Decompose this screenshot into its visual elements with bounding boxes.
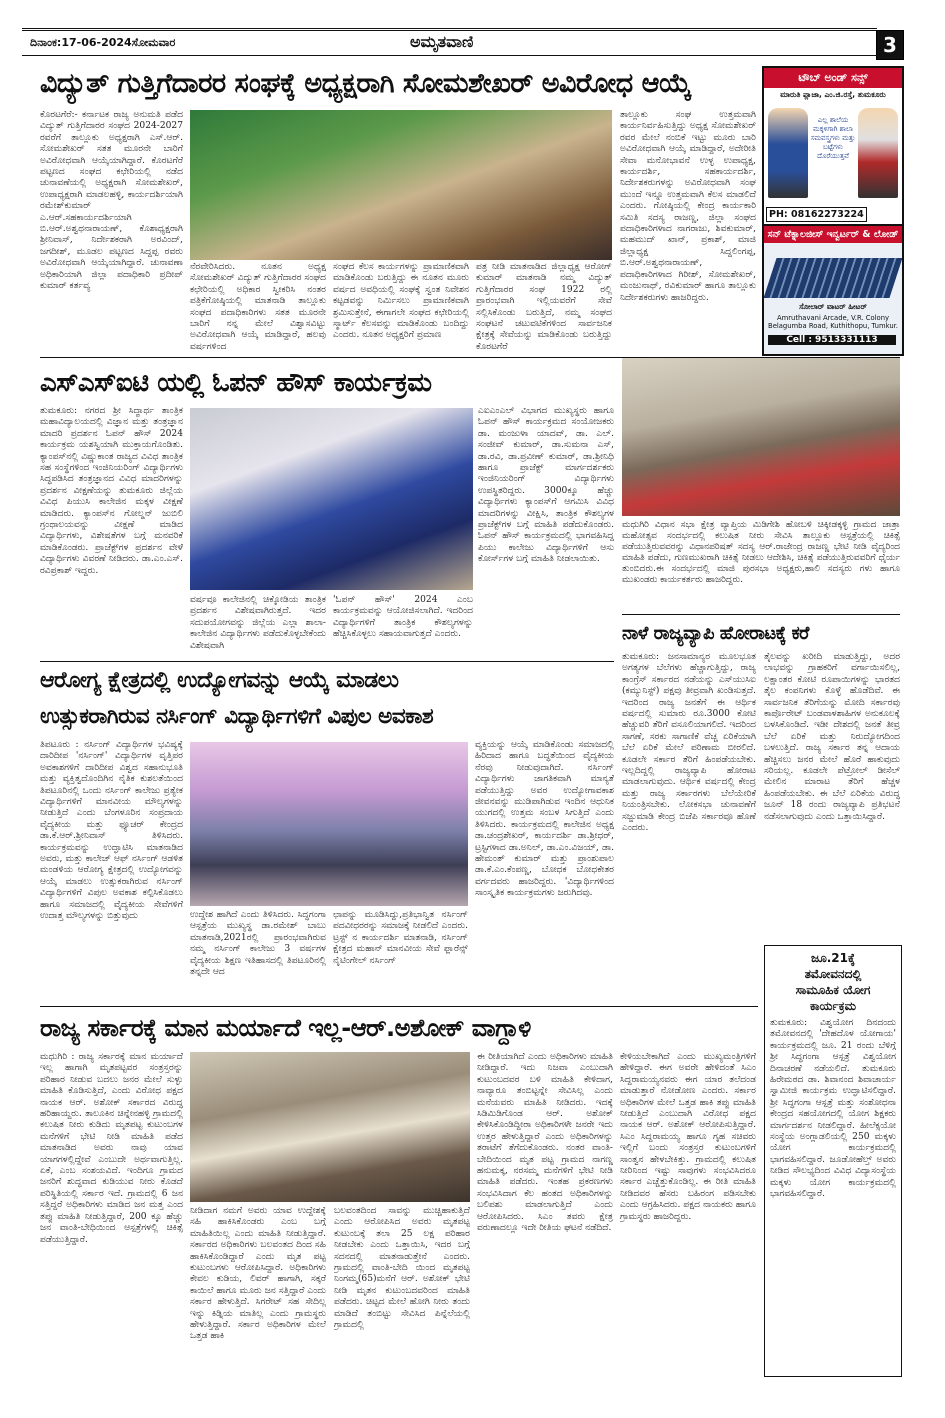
story2-col1: ತುಮಕೂರು: ನಗರದ ಶ್ರೀ ಸಿದ್ಧಾರ್ಥ ತಾಂತ್ರಿಕ ಮಹಾವಿದ್ಯಾಲಯದಲ್ಲಿ ವಿಜ್ಞಾನ ಮತ್ತು ತಂತ್ರಜ್ಞಾನ ಮಾದರಿ ಪ್ರದರ್ಶನ ಓಪನ್ ಹೌಸ್ 2024 ಕಾರ್ಯಕ್ರಮ ಯಶಸ್ವಿಯಾಗಿ ಮುಕ್ತಾಯಗೊಂಡಿತು. ಕ್ಯಾಂಪಸ್‌ನಲ್ಲಿ ವಿಷ್ಣುಕಾಂತ ರಾಜ್ಯದ ವಿವಿಧ ತಾಂತ್ರಿಕ ಸಹ ಸಂಸ್ಥೆಗಳಿಂದ ಇಂಜಿನಿಯರಿಂಗ್ ವಿದ್ಯಾರ್ಥಿಗಳು ಸಿದ್ಧಪಡಿಸಿದ ತಂತ್ರಜ್ಞಾನದ ವಿವಿಧ ಮಾದರಿಗಳನ್ನು ಪ್ರದರ್ಶನ ವೀಕ್ಷಣೆಯನ್ನು ತುಮಕೂರು ಜಿಲ್ಲೆಯ ವಿವಿಧ ಪಿಯುಸಿ ಕಾಲೇಜಿನ ಮಕ್ಕಳ ವೀಕ್ಷಣೆ ಮಾಡಿದರು. ಕ್ಯಾಂಪಸ್‌ನ ಗೋಲ್ಡನ್ ಜುಬಿಲಿ ಗ್ರಂಥಾಲಯವನ್ನು ವೀಕ್ಷಣೆ ಮಾಡಿದ ವಿದ್ಯಾರ್ಥಿಗಳು, ವಿಶೇಷತೆಗಳ ಬಗ್ಗೆ ಮನವರಿಕೆ ಮಾಡಿಕೊಂಡರು. ಪ್ರಾಜೆಕ್ಟ್‌ಗಳ ಪ್ರದರ್ಶನ ವೇಳೆ ವಿದ್ಯಾರ್ಥಿಗಳು ವಿವರಣೆ ನೀಡಿದರು. ಡಾ.ಎಂ.ಎಸ್. ರವಿಪ್ರಕಾಶ್ ಇದ್ದರು.	[40, 406, 183, 576]
story1-col5: ತಾಲ್ಲೂಕು ಸಂಘ ಉತ್ತಮವಾಗಿ ಕಾರ್ಯನಿರ್ವಹಿಸುತ್ತಿದ್ದು ಅಧ್ಯಕ್ಷ ಸೋಮಶೇಖರ್ ರವರ ಮೇಲೆ ನಂಬಿಕೆ ಇಟ್ಟು ಮೂರು ಬಾರಿ ಅವಿರೋಧವಾಗಿ ಆಯ್ಕೆ ಮಾಡಿದ್ದಾರೆ, ಅದೇರೀತಿ ಸೇವಾ ಮನೋಭಾವನೆ ಉಳ್ಳ ಉಪಾಧ್ಯಕ್ಷ, ಕಾರ್ಯದರ್ಶಿ, ಸಹಕಾರ್ಯದರ್ಶಿ, ನಿರ್ದೇಶಕರುಗಳನ್ನು ಅವಿರೋಧವಾಗಿ ಸಂಘ ಮುಂದೆ ಇನ್ನೂ ಉತ್ತಮವಾಗಿ ಕೆಲಸ ಮಾಡಲಿದೆ ಎಂದರು. ಗೋಷ್ಠಿಯಲ್ಲಿ ಕೇಂದ್ರ ಕಾರ್ಯಕಾರಿ ಸಮಿತಿ ಸದಸ್ಯ ರಾಜಣ್ಣ, ಜಿಲ್ಲಾ ಸಂಘದ ಪದಾಧಿಕಾರಿಗಳಾದ ನಾಗರಾಜು, ಶಿವಕುಮಾರ್, ಮಹಮುದ್ ಖಾನ್, ಪ್ರಕಾಶ್, ಮಾಜಿ ಜಿಲ್ಲಾಧ್ಯಕ್ಷ ಸಿದ್ದಲಿಂಗಪ್ಪ, ಬಿ.ಆರ್.ಅಶ್ವಥನಾರಾಯಣ್, ಪದಾಧಿಕಾರಿಗಳಾದ ಗಿರೀಶ್, ಸೋಮಶೇಖರ್, ಮಂಜುನಾಥ್, ರವಿಕುಮಾರ್ ಹಾಗೂ ತಾಲ್ಲೂಕು ನಿರ್ದೇಶಕರುಗಳು ಹಾಜರಿದ್ದರು.	[620, 110, 756, 303]
story4-col4: ವ್ಯಕ್ತಿಯನ್ನು ಆಯ್ಕೆ ಮಾಡಿಕೊಂಡು ಸಮಾಜದಲ್ಲಿ ಹಿರಿದಾದ ಹಾಗೂ ಬದ್ಧತೆಯಿಂದ ವೈದ್ಯಕೀಯ ನೆರವು ನೀಡುವುದಾಗಿದೆ. ನರ್ಸಿಂಗ್ ವಿದ್ಯಾರ್ಥಿಗಳು ಜಾಗತಿಕವಾಗಿ ಮಾನ್ಯತೆ ಪಡೆಯುತ್ತಿದ್ದು ಅವರ ಉದ್ಯೋಗಾವಕಾಶ ಜೀವನವನ್ನು ಮುಡಿಪಾಗಿಡುವ ಇಂದಿನ ಆಧುನಿಕ ಯುಗದಲ್ಲಿ ಉತ್ತಮ ಸಂಬಳ ಸಿಗುತ್ತಿದೆ ಎಂದು ತಿಳಿಸಿದರು. ಕಾರ್ಯಕ್ರಮದಲ್ಲಿ ಕಾಲೇಜಿನ ಅಧ್ಯಕ್ಷ ಡಾ.ಚಂದ್ರಶೇಖರ್, ಕಾರ್ಯದರ್ಶಿ ಡಾ.ಶ್ರೀಧರ್, ಟ್ರಸ್ಟಿಗಳಾದ ಡಾ.ಅನಿಲ್, ಡಾ.ಎಂ.ವಿಜಯ್, ಡಾ. ಹೇಮಂತ್ ಕುಮಾರ್ ಮತ್ತು ಪ್ರಾಂಶುಪಾಲ ಡಾ.ಕೆ.ಎಂ.ಕೆಂಪಣ್ಣ, ಬೋಧಕ ಬೋಧಕೇತರ ವರ್ಗದವರು ಹಾಜರಿದ್ದರು. 'ವಿದ್ಯಾರ್ಥಿಗಳಿಂದ ಸಾಂಸ್ಕೃತಿಕ ಕಾರ್ಯಕ್ರಮಗಳು ಜರುಗಿದವು.	[475, 740, 614, 899]
photo-open-house	[190, 408, 473, 590]
story1-col3: ಸಂಘದ ಕೆಲಸ ಕಾರ್ಯಗಳನ್ನು ಪ್ರಾಮಾಣಿಕವಾಗಿ ಮಾಡಿಕೊಂಡು ಬರುತ್ತಿದ್ದು ಈ ನೂತನ ಮೂರು ವರ್ಷದ ಅವಧಿಯಲ್ಲಿ ಸಂಘಕ್ಕೆ ಸ್ವಂತ ನಿವೇಶನ ಕಟ್ಟಡವನ್ನು ನಿರ್ಮಿಸಲು ಪ್ರಾಮಾಣಿಕವಾಗಿ ಶ್ರಮಿಸುತ್ತೇನೆ, ಈಗಾಗಲೇ ಸಂಘದ ಕಛೇರಿಯಲ್ಲಿ ಸ್ಮಾರ್ಟ್ ಕೆಲಸವನ್ನು ಮಾಡಿಕೊಂಡು ಬಂದಿದ್ದು ಎಂದರು. ನೂತನ ಅಧ್ಯಕ್ಷರಿಗೆ ಪ್ರಮಾಣ	[333, 262, 469, 341]
headline-story4-line2: ಉತ್ಸುಕರಾಗಿರುವ ನರ್ಸಿಂಗ್ ವಿದ್ಯಾರ್ಥಿಗಳಿಗೆ ವಿಪುಲ ಅವಕಾಶ	[40, 704, 434, 729]
story1-col1: ಕೊರಟಗೆರೆ:- ಕರ್ನಾಟಕ ರಾಜ್ಯ ಅನುಮತಿ ಪಡೆದ ವಿದ್ಯುತ್ ಗುತ್ತಿಗೆದಾರರ ಸಂಘದ 2024-2027 ರವರೆಗೆ ತಾಲ್ಲೂಕು ಅಧ್ಯಕ್ಷರಾಗಿ ಎಸ್.ಆರ್. ಸೋಮಶೇಖರ್ ಸತತ ಮೂರನೇ ಬಾರಿಗೆ ಅವಿರೋಧವಾಗಿ ಆಯ್ಕೆಯಾಗಿದ್ದಾರೆ. ಕೊರಟಗೆರೆ ಪಟ್ಟಣದ ಸಂಘದ ಕಛೇರಿಯಲ್ಲಿ ನಡೆದ ಚುನಾವಣೆಯಲ್ಲಿ ಅಧ್ಯಕ್ಷರಾಗಿ ಸೋಮಶೇಖರ್, ಉಪಾಧ್ಯಕ್ಷರಾಗಿ ಮಾಡಲಹಳ್ಳಿ, ಕಾರ್ಯದರ್ಶಿಯಾಗಿ ರಮೇಶ್‌ಕುಮಾರ್ ಎ.ಆರ್.ಸಹಕಾರ್ಯದರ್ಶಿಯಾಗಿ ಬಿ.ಆರ್.ಅಶ್ವಥನಾರಾಯಣ್, ಕೊಶಾಧ್ಯಕ್ಷರಾಗಿ ಶ್ರೀನಿವಾಸ್, ನಿರ್ದೇಶಕರಾಗಿ ಅರವಿಂದ್, ಜಗದೀಶ್, ಮೂಡಲ ಪಟ್ಟಣದ ಸಿದ್ದಪ್ಪ ರವರು ಅವಿರೋಧವಾಗಿ ಆಯ್ಕೆಯಾಗಿದ್ದಾರೆ. ಚುನಾವಣಾ ಅಧಿಕಾರಿಯಾಗಿ ಜಿಲ್ಲಾ ಪದಾಧಿಕಾರಿ ಪ್ರದೀಪ್ ಕುಮಾರ್ ಕರ್ತವ್ಯ	[40, 110, 183, 292]
story4-col1: ತಿಪಟೂರು : ನರ್ಸಿಂಗ್ ವಿದ್ಯಾರ್ಥಿಗಳ ಭವಿಷ್ಯಕ್ಕೆ ದಾರಿದೀಪ 'ನರ್ಸಿಂಗ್' ವಿದ್ಯಾರ್ಥಿಗಳ ವೃತ್ತಿಪರ ಅವಕಾಶಗಳಿಗೆ ದಾರಿದೀಪ ವಿಶ್ವದ ಸಹಾನುಭೂತಿ ಮತ್ತು ವ್ಯಕ್ತಿತ್ವದೊಂದಿಗಿನ ನೈತಿಕ ಕುಶಲತೆಯಿಂದ ತಿಪಟೂರಿನಲ್ಲಿ ಒಂದು ನರ್ಸಿಂಗ್ ಕಾಲೇಜು ಪ್ರತ್ಯೇಕ ವಿದ್ಯಾರ್ಥಿಗಳಿಗೆ ಮಾನವೀಯ ಮೌಲ್ಯಗಳನ್ನು ನೀಡುತ್ತಿದೆ ಎಂದು ಬೆಂಗಳೂರಿನ ಸಂಪ್ರದಾಯ ವೈದ್ಯಕೀಯ ಮತ್ತು ಫ್ಯೂಚರ್ ಕೇಂದ್ರದ ಡಾ.ಕೆ.ಆರ್.ಶ್ರೀನಿವಾಸ್ ತಿಳಿಸಿದರು. ಕಾರ್ಯಕ್ರಮವನ್ನು ಉದ್ಘಾಟಿಸಿ ಮಾತನಾಡಿದ ಅವರು, ಮತ್ತು ಕಾಲೇಜ್ ಆಫ್ ನರ್ಸಿಂಗ್ ಆಡಳಿತ ಮಂಡಳಿಯ ಆರೋಗ್ಯ ಕ್ಷೇತ್ರದಲ್ಲಿ ಉದ್ಯೋಗವನ್ನು ಆಯ್ಕೆ ಮಾಡಲು ಉತ್ಸುಕರಾಗಿರುವ ನರ್ಸಿಂಗ್ ವಿದ್ಯಾರ್ಥಿಗಳಿಗೆ ವಿಪುಲ ಅವಕಾಶ ಕಲ್ಪಿಸಿಕೊಡಲು ಹಾಗೂ ಸಮಾಜದಲ್ಲಿ ವೈದ್ಯಕೀಯ ಸೇವೆಗಳಿಗೆ ಉದಾತ್ತ ಮೌಲ್ಯಗಳನ್ನು ಬಿತ್ತುವುದು	[40, 740, 183, 922]
ad1-shop-name: ಟೌಬ್ ಅಂಡ್ ಸನ್ಸ್	[764, 68, 902, 88]
story5-col1: ಮಧುಗಿರಿ : ರಾಜ್ಯ ಸರ್ಕಾರಕ್ಕೆ ಮಾನ ಮರ್ಯಾದೆ ಇಲ್ಲ ಹಾಗಾಗಿ ಮೃತಪಟ್ಟವರ ಸಂತ್ರಸ್ತರನ್ನು ಪರಿಹಾರ ನೀಡುವ ಬದಲು ಜನರ ಮೇಲೆ ಸುಳ್ಳು ಮಾಹಿತಿ ಕೊಡಿಸುತ್ತಿದೆ, ಎಂದು ವಿರೋಧ ಪಕ್ಷದ ನಾಯಕ ಆರ್. ಅಶೋಕ್ ಸರ್ಕಾರದ ವಿರುದ್ಧ ಹರಿಹಾಯ್ದರು. ತಾಲೂಕಿನ ಚಿನ್ನೇನಹಳ್ಳಿ ಗ್ರಾಮದಲ್ಲಿ ಕಲುಷಿತ ನೀರು ಕುಡಿದು ಮೃತಪಟ್ಟ ಕುಟುಂಬಗಳ ಮನೆಗಳಿಗೆ ಭೇಟಿ ನೀಡಿ ಮಾಹಿತಿ ಪಡೆದ ಮಾತನಾಡಿದ ಅವರು ನಾವು ಯಾವ ಯಾಗಗಳಲ್ಲಿದ್ದೇವೆ ಎಂಬುದೇ ಅರ್ಥವಾಗುತ್ತಿಲ್ಲ. ಏಕೆ, ಎಂಬ ಸಂಶಯವಿದೆ. ಇಂದಿಗೂ ಗ್ರಾಮದ ಜನರಿಗೆ ಶುದ್ಧವಾದ ಕುಡಿಯುವ ನೀರು ಕೊಡದೆ ಪರಿಸ್ಥಿತಿಯಲ್ಲಿ ಸರ್ಕಾರ ಇದೆ. ಗ್ರಾಮದಲ್ಲಿ 6 ಜನ ಸತ್ತಿದ್ದರೆ ಅಧಿಕಾರಿಗಳು ಮಾಡಿದ ಜನ ಮತ್ತ ಎಂದ ತಪ್ಪು ಮಾಹಿತಿ ನೀಡುತ್ತಿದ್ದಾರೆ, 200 ಕ್ಕೂ ಹೆಚ್ಚು ಜನ ವಾಂತಿ-ಬೇಧಿಯಿಂದ ಆಸ್ಪತ್ರೆಗಳಲ್ಲಿ ಚಿಕಿತ್ಸೆ ಪಡೆಯುತ್ತಿದ್ದಾರೆ.	[40, 1052, 183, 1245]
ad1-description: ಎಲ್ಲ ಶಾಲೆಯ ಮಕ್ಕಳಿಗಾಗಿ ಶಾಲಾ ಸಮವಸ್ತ್ರಗಳು ಮತ್ತು ಬಟ್ಟೆಗಳು ದೊರೆಯುತ್ತವೆ	[810, 116, 856, 160]
ad2-address: Amruthavani Arcade, V.R. Colony Belagumba Road, Kuthithopu, Tumkur.	[768, 314, 898, 330]
box-title-2: ತಮೋವನದಲ್ಲಿ	[804, 967, 862, 981]
story4-caption-a: ಉದ್ದೇಶ ಹಾಗಿದೆ ಎಂದು ತಿಳಿಸಿದರು. ಸಿದ್ಧಗಂಗಾ ಆಸ್ಪತ್ರೆಯ ಮುಖ್ಯಸ್ಥ ಡಾ.ರಮೇಶ್ ಬಾಬು ಮಾತನಾಡಿ,2021ರಲ್ಲಿ ಪ್ರಾರಂಭವಾಗಿರುವ ನಮ್ಮ ನರ್ಸಿಂಗ್ ಕಾಲೇಜು 3 ವರ್ಷಗಳ ವೈದ್ಯಕೀಯ ಶಿಕ್ಷಣ ಇತಿಹಾಸದಲ್ಲಿ ತಿಪಟೂರಿನಲ್ಲಿ ತನ್ನದೇ ಆದ	[190, 910, 326, 978]
story3-col1: ತುಮಕೂರು: ಜನಸಾಮಾನ್ಯರ ಮೂಲಭೂತ ಅಗತ್ಯಗಳ ಬೆಲೆಗಳು ಹೆಚ್ಚಾಗುತ್ತಿದ್ದು, ರಾಜ್ಯ ಕಾಂಗ್ರೆಸ್ ಸರ್ಕಾರದ ನಡೆಯನ್ನು ಎಸ್‌ಯುಸಿಐ (ಕಮ್ಯುನಿಸ್ಟ್) ಪಕ್ಷವು ತೀವ್ರವಾಗಿ ಖಂಡಿಸುತ್ತದೆ. ಇದರಿಂದ ರಾಜ್ಯ ಜನತೆಗೆ ಈ ಆರ್ಥಿಕ ವರ್ಷದಲ್ಲಿ ಸುಮಾರು ರೂ.3000 ಕೋಟಿ ಹೆಚ್ಚುವರಿ ತೆರಿಗೆ ವಸೂಲಿಯಾಗಲಿದೆ. ಇದರಿಂದ ಸಾಗಣೆ, ಸರಕು ಸಾಗಾಣಿಕೆ ವೆಚ್ಚ ಏರಿಕೆಯಾಗಿ ಬೆಲೆ ಏರಿಕೆ ಮೇಲೆ ಪರಿಣಾಮ ಬೀರಲಿದೆ. ಕೂಡಲೇ ಸರ್ಕಾರ ತೆರಿಗೆ ಹಿಂಪಡೆಯಬೇಕು. ಇಲ್ಲದಿದ್ದಲ್ಲಿ ರಾಜ್ಯವ್ಯಾಪಿ ಹೋರಾಟ ಮಾಡಲಾಗುವುದು. ಆರ್ಥಿಕ ವರ್ಷದಲ್ಲಿ ಕೇಂದ್ರ ಮತ್ತು ರಾಜ್ಯ ಸರ್ಕಾರಗಳು ಬೆಲೆಯೇರಿಕೆ ನಿಯಂತ್ರಿಸಬೇಕು. ಲೋಕಸಭಾ ಚುನಾವಣೆಗೆ ಸಜ್ಜುಮಾಡಿ ಕೇಂದ್ರ ಬಿಜೆಪಿ ಸರ್ಕಾರವೂ ಹೊಣೆ ಎಂದರು.	[622, 652, 756, 834]
ad1-child-figure-left	[768, 108, 808, 198]
header-bottom-rule	[22, 55, 877, 56]
story5-col3: ಬಲವಂತದಿಂದ ಸಾವನ್ನು ಮುಚ್ಚಿಹಾಕುತ್ತಿದೆ ಎಂದು ಆರೋಪಿಸಿದ ಅವರು ಮೃತಪಟ್ಟ ಕುಟುಂಬಕ್ಕೆ ತಲಾ 25 ಲಕ್ಷ ಪರಿಹಾರ ನೀಡಬೇಕು ಎಂದು ಒತ್ತಾಯಿಸಿ, ಇದರ ಬಗ್ಗೆ ಸದನದಲ್ಲಿ ಮಾತನಾಡುತ್ತೇನೆ ಎಂದರು. ಗ್ರಾಮದಲ್ಲಿ ವಾಂತಿ-ಬೇದಿ ಯಿಂದ ಮೃತಪಟ್ಟ ನಿಂಗಮ್ಮ(65)ಮನೆಗೆ ಆರ್. ಅಶೋಕ್ ಭೇಟಿ ನೀಡಿ ಮೃತನ ಕುಟುಂಬದವರಿಂದ ಮಾಹಿತಿ ಪಡೆದರು. ಚಿಟ್ಟದ ಮೇಲೆ ಹೋಗಿ ನೀರು ತಂದು ಮಾಡಿದೆ ತಂಬಿಟ್ಟು ಸೇವಿಸಿದ ಪಿನ್ನೆಲೆಯಲ್ಲಿ ಗ್ರಾಮದಲ್ಲಿ	[334, 1206, 470, 1331]
story2-col4: ಎಐಎಂಎಲ್ ವಿಭಾಗದ ಮುಖ್ಯಸ್ಥರು ಹಾಗೂ ಓಪನ್ ಹೌಸ್ ಕಾರ್ಯಕ್ರಮದ ಸಂಯೋಜಕರು ಡಾ. ಮಂಜುಳಾ ಯಾದವ್, ಡಾ. ಎಲ್. ಸಂಜೀವ್ ಕುಮಾರ್, ಡಾ.ಸುಮನಾ ಎಸ್, ಡಾ.ರವಿ, ಡಾ.ಪ್ರವೀಣ್ ಕುಮಾರ್, ಡಾ.ಶ್ರೀನಿಧಿ ಹಾಗೂ ಪ್ರಾಜೆಕ್ಟ್ ಮಾರ್ಗದರ್ಶಕರು ಇಂಜಿನಿಯರಿಂಗ್ ವಿದ್ಯಾರ್ಥಿಗಳು ಉಪಸ್ಥಿತರಿದ್ದರು. 3000ಕ್ಕೂ ಹೆಚ್ಚು ವಿದ್ಯಾರ್ಥಿಗಳು ಕ್ಯಾಂಪಸ್‌ಗೆ ಆಗಮಿಸಿ ವಿವಿಧ ಮಾದರಿಗಳನ್ನು ವೀಕ್ಷಿಸಿ, ತಾಂತ್ರಿಕ ಕೌಶಲ್ಯಗಳ ಪ್ರಾಜೆಕ್ಟ್‌ಗಳ ಬಗ್ಗೆ ಮಾಹಿತಿ ಪಡೆದುಕೊಂಡರು. ಓಪನ್ ಹೌಸ್ ಕಾರ್ಯಕ್ರಮದಲ್ಲಿ ಭಾಗವಹಿಸಿದ್ದ ಪಿಯು ಕಾಲೇಜು ವಿದ್ಯಾರ್ಥಿಗಳಿಗೆ ಆಸು ಕೋರ್ಸ್‌ಗಳ ಬಗ್ಗೆ ಮಾಹಿತಿ ನೀಡಲಾಯಿತು.	[478, 406, 614, 565]
ad2-shop-name: ಸನ್ ಟೆಕ್ನಾಲಜೀಸ್ ಇನ್ವರ್ಟರ್ & ಲೋಡ್	[764, 226, 902, 243]
headline-story5: ರಾಜ್ಯ ಸರ್ಕಾರಕ್ಕೆ ಮಾನ ಮರ್ಯಾದೆ ಇಲ್ಲ-ಆರ್.ಅಶೋಕ್ ವಾಗ್ದಾಳಿ	[40, 1014, 531, 1042]
ad1-address: ಮಾರುತಿ ಪ್ಲಾಜಾ, ಎಂ.ಜಿ.ರಸ್ತೆ, ತುಮಕೂರು	[780, 90, 886, 99]
photo-nursing-college	[190, 742, 468, 906]
photo-r-ashok-visit	[190, 1052, 470, 1202]
masthead: ಅಮೃತವಾಣಿ	[410, 32, 474, 51]
headline-story1: ವಿದ್ಯುತ್ ಗುತ್ತಿಗೆದಾರರ ಸಂಘಕ್ಕೆ ಅಧ್ಯಕ್ಷರಾಗಿ ಸೋಮಶೇಖರ್ ಅವಿರೋಧ ಆಯ್ಕೆ	[40, 68, 692, 99]
box-title-1: ಜೂ.21ಕ್ಕೆ	[811, 951, 855, 965]
issue-date: ದಿನಾಂಕ:17-06-2024ಸೋಮವಾರ	[30, 36, 176, 49]
story4-caption-b: ಛಾಪನ್ನು ಮೂಡಿಸಿದ್ದು,ಪ್ರತಿಭಾನ್ವಿತ ನರ್ಸಿಂಗ್ ಪದವೀಧರರನ್ನು ಸಮಾಜಕ್ಕೆ ನೀಡಲಿದೆ ಎಂದರು. ಟ್ರಸ್ಟ್ ನ ಕಾರ್ಯದರ್ಶಿ ಮಾತನಾಡಿ, ನರ್ಸಿಂಗ್ ಕ್ಷೇತ್ರದ ಮಹಾನ್ ಮಾನವೀಯ ಸೇವೆ ಫ್ಲಾರೆನ್ಸ್ ನೈಟಿಂಗೇಲ್ ನರ್ಸಿಂಗ್	[333, 910, 468, 966]
yoga-event-box	[764, 945, 902, 1377]
box-title-3: ಸಾಮೂಹಿಕ ಯೋಗ	[795, 983, 871, 997]
divider-2	[622, 614, 900, 615]
page-number: 3	[876, 30, 904, 60]
header-top-rule	[22, 28, 877, 29]
story2-col3: 'ಓಪನ್ ಹೌಸ್' 2024 ಎಂಬ ಕಾರ್ಯಕ್ರಮವನ್ನು ಆಯೋಜಿಸಲಾಗಿದೆ. ಇದರಿಂದ ವಿದ್ಯಾರ್ಥಿಗಳಿಗೆ ತಾಂತ್ರಿಕ ಕೌಶಲ್ಯಗಳನ್ನು ಹೆಚ್ಚಿಸಿಕೊಳ್ಳಲು ಸಹಾಯವಾಗುತ್ತದೆ ಎಂದರು.	[333, 595, 473, 640]
box-title-4: ಕಾರ್ಯಕ್ರಮ	[809, 999, 857, 1013]
header-top-rule-2	[22, 30, 877, 31]
story5-col5: ಕೇಳಿಯಬೇಕಾಗಿದೆ ಎಂದು ಮುಖ್ಯಮಂತ್ರಿಗಳಿಗೆ ಹೇಳಿದ್ದಾರೆ. ಈಗ ಅವರೇ ಹೇಳಿದಂತೆ ಸಿಎಂ ಸಿದ್ದರಾಮಯ್ಯನವರು ಈಗ ಯಾರ ತಲೆದಂಡ ಮಾಡುತ್ತಾರೆ ನೋಡೋಣ ಎಂದರು. ಸರ್ಕಾರ ಅಧಿಕಾರಿಗಳ ಮೇಲೆ ಒತ್ತಡ ಹಾಕಿ ತಪ್ಪು ಮಾಹಿತಿ ನೀಡುತ್ತಿದೆ ಎಂಬುದಾಗಿ ವಿರೋಧ ಪಕ್ಷದ ನಾಯಕ ಆರ್. ಅಶೋಕ್ ಆರೋಪಿಸುತ್ತಿದ್ದಾರೆ. ಸಿಎಂ ಸಿದ್ದರಾಮಯ್ಯ ಹಾಗೂ ಗೃಹ ಸಚಿವರು ಇಲ್ಲಿಗೆ ಬಂದು ಸಂತ್ರಸ್ತರ ಕುಟುಂಬಗಳಿಗೆ ಸಾಂತ್ವನ ಹೇಳಬೇಕಿತ್ತು. ಗ್ರಾಮದಲ್ಲಿ ಕಲುಷಿತ ನೀರಿನಿಂದ ಇಷ್ಟು ಸಾವುಗಳು ಸಂಭವಿಸಿದರೂ ಸರ್ಕಾರ ಎಚ್ಚೆತ್ತುಕೊಂಡಿಲ್ಲ. ಈ ರೀತಿ ಮಾಹಿತಿ ನೀಡಿದವರ ಹೆಸರು ಬಹಿರಂಗ ಪಡಿಸಬೇಕು ಎಂದು ಆಗ್ರಹಿಸಿದರು. ಪಕ್ಷದ ನಾಯಕರು ಹಾಗೂ ಗ್ರಾಮಸ್ಥರು ಹಾಜರಿದ್ದರು.	[620, 1052, 756, 1222]
ad2-description: ಸೋಲಾರ್ ವಾಟರ್ ಹೀಟರ್	[799, 302, 867, 311]
ad2-phone: Cell : 9513331113	[768, 335, 896, 345]
ad1-child-figure-right	[858, 108, 898, 198]
ad2-solar-heater-image	[764, 258, 903, 298]
photo-hospital-ward	[622, 358, 900, 516]
ad-sun-technologies	[762, 224, 904, 356]
story5-col2: ನೀಡಿದಾಗ ನಮಗೆ ಅವರು ಯಾವ ಉದ್ದೇಶಕ್ಕೆ ಸಹಿ ಹಾಕಿಸಿಕೊಂಡರು ಎಂಬ ಬಗ್ಗೆ ಮಾಹಿತಿಯಿಲ್ಲ ಎಂದು ಮಾಹಿತಿ ನೀಡುತ್ತಿದ್ದಾರೆ. ಸರ್ಕಾರದ ಅಧಿಕಾರಿಗಳು ಬಲವಂತದ ದಿಂದ ಸಹಿ ಹಾಕಿಸಿಕೊಂಡಿದ್ದಾರೆ ಎಂದು ಮೃತ ಪಟ್ಟ ಕುಟುಂಬಗಳು ಆರೋಪಿಸಿದ್ದಾರೆ. ಅಧಿಕಾರಿಗಳು ಕೇವಲ ಕುಡಿಯ, ಲಿವರ್ ಹಾಗಾಗಿ, ಸಕ್ಕರೆ ಕಾಯಿಲೆ ಹಾಗೂ ಮೂರು ಜನ ಸತ್ತಿದ್ದಾರೆ ಎಂದು ಸರ್ಕಾರ ಹೇಳುತ್ತಿದೆ. ಸಿಗರೇಟ್ ಸಹ ಸೇದಿಲ್ಲ ಇನ್ನು ಕಿಡ್ನಿಯ ಮಾತಿಲ್ಲ ಎಂದು ಗ್ರಾಮಸ್ಥರು ಹೇಳುತ್ತಿದ್ದಾರೆ. ಸರ್ಕಾರ ಅಧಿಕಾರಿಗಳ ಮೇಲೆ ಒತ್ತಡ ಹಾಕಿ	[190, 1206, 326, 1342]
headline-story2: ಎಸ್‌ಎಸ್‌ಐಟಿ ಯಲ್ಲಿ ಓಪನ್ ಹೌಸ್ ಕಾರ್ಯಕ್ರಮ	[40, 368, 432, 398]
headline-story4-line1: ಆರೋಗ್ಯ ಕ್ಷೇತ್ರದಲ್ಲಿ ಉದ್ಯೋಗವನ್ನು ಆಯ್ಕೆ ಮಾಡಲು	[40, 668, 399, 693]
story5-col4: ಈ ರೀತಿಯಾಗಿದೆ ಎಂದು ಅಧಿಕಾರಿಗಳು ಮಾಹಿತಿ ನೀಡಿದ್ದಾರೆ. ಇದು ನಿಜವಾ ಎಂಬುದಾಗಿ ಕುಟುಂಬದವರ ಬಳಿ ಮಾಹಿತಿ ಕೇಳಿದಾಗ, ನಾವ್ಯಾರೂ ತಂಬಿಟ್ಟನ್ನೇ ಸೇವಿಸಿಲ್ಲ ಎಂದು ಮನೆಯವರು ಮಾಹಿತಿ ನೀಡಿದರು. ಇದಕ್ಕೆ ಸಿಡಿಮಿಡಿಗೊಂಡ ಆರ್. ಅಶೋಕ್ ಕೇಳಿಸಿಕೊಂಡಿದ್ದೀರಾ ಅಧಿಕಾರಿಗಳೇ ಜನರೇ ಇದು ಉತ್ತರ ಹೇಳುತ್ತಿದ್ದಾರೆ ಎಂದು ಅಧಿಕಾರಿಗಳನ್ನು ತರಾಟೆಗೆ ತೆಗೆದುಕೊಂಡರು. ನಂತರ ವಾಂತಿ-ಬೇದಿಯಿಂದ ಮೃತ ಪಟ್ಟ ಗ್ರಾಮದ ನಾಗಣ್ಣ ಹನುಮಕ್ಕ, ನರಸಮ್ಮ ಮನೆಗಳಿಗೆ ಭೇಟಿ ನೀಡಿ ಮಾಹಿತಿ ಪಡೆದರು. ಇಂತಹ ಪ್ರಕರಣಗಳು ಸಂಭವಿಸಿದಾಗ ಕೆಲ ಹಂತದ ಅಧಿಕಾರಿಗಳನ್ನು ಬಲಿಪಶು ಮಾಡಲಾಗುತ್ತಿದೆ ಎಂದು ಆರೋಪಿಸಿದರು. ಸಿಎಂ ತವರು ಕ್ಷೇತ್ರ ವರುಣಾದಲ್ಲೂ ಇದೇ ರೀತಿಯ ಘಟನೆ ನಡೆದಿದೆ.	[477, 1052, 613, 1234]
ad-uniform-shop	[762, 66, 904, 226]
photo-contractors-association	[190, 110, 612, 260]
story2-col2: ವರ್ಷವೂ ಕಾಲೇಜಿನಲ್ಲಿ ಚಿಕ್ಕೋಡಿಯ ತಾಂತ್ರಿಕ ಪ್ರದರ್ಶನ ವಿಶೇಷವಾಗಿರುತ್ತದೆ. ಇದರ ಸದುಪಯೋಗವನ್ನು ಜಿಲ್ಲೆಯ ಎಲ್ಲಾ ಶಾಲಾ-ಕಾಲೇಜಿನ ವಿದ್ಯಾರ್ಥಿಗಳು ಪಡೆದುಕೊಳ್ಳಬೇಕೆಂದು ವಿಶೇಷವಾಗಿ	[190, 595, 326, 651]
divider-4	[40, 1006, 758, 1007]
divider-3	[40, 661, 614, 662]
ward-photo-caption: ಮಧುಗಿರಿ ವಿಧಾನ ಸಭಾ ಕ್ಷೇತ್ರ ವ್ಯಾಪ್ತಿಯ ಮಿಡಿಗೇಶಿ ಹೋಬಳಿ ಚಿಕ್ಕೀಡಕ್ಕಳ್ಳಿ ಗ್ರಾಮದ ಜಾತ್ರಾ ಮಹೋತ್ಸವ ಸಂದರ್ಭದಲ್ಲಿ ಕಲುಷಿತ ನೀರು ಸೇವಿಸಿ ತಾಲ್ಲೂಕು ಆಸ್ಪತ್ರೆಯಲ್ಲಿ ಚಿಕಿತ್ಸೆ ಪಡೆಯುತ್ತಿರುವವರನ್ನು ವಿಧಾನಪರಿಷತ್ ಸದಸ್ಯ ಆರ್.ರಾಜೇಂದ್ರ ರಾಜಣ್ಣ ಭೇಟಿ ನೀಡಿ ವೈದ್ಯರಿಂದ ಮಾಹಿತಿ ಪಡೆದು, ಗುಣಮುಖರಾಗಿ ಚಿಕಿತ್ಸೆ ನೀಡಲು ಆದೇಶಿಸಿ, ಚಿಕಿತ್ಸೆ ಪಡೆಯುತ್ತಿರುವವರಿಗೆ ಧೈರ್ಯ ತುಂಬಿದರು.ಈ ಸಂದರ್ಭದಲ್ಲಿ ಮಾಜಿ ಪುರಸಭಾ ಅಧ್ಯಕ್ಷರು,ಹಾಲಿ ಸದಸ್ಯರು ಗಳು ಹಾಗೂ ಮುಖಂಡರು ಕಾರ್ಯಕರ್ತರು ಹಾಜರಿದ್ದರು.	[622, 520, 900, 585]
story1-col2: ನೆರವೇರಿಸಿದರು. ನೂತನ ಅಧ್ಯಕ್ಷ ಸೋಮಶೇಖರ್ ವಿದ್ಯುತ್ ಗುತ್ತಿಗೆದಾರರ ಸಂಘದ ಕಛೇರಿಯಲ್ಲಿ ಅಧಿಕಾರ ಸ್ವೀಕರಿಸಿ ನಂತರ ಪತ್ರಿಕೆಗೋಷ್ಠಿಯಲ್ಲಿ ಮಾತನಾಡಿ ತಾಲ್ಲೂಕು ಸಂಘದ ಪದಾಧಿಕಾರಿಗಳು ಸತತ ಮೂರನೇ ಬಾರಿಗೆ ನನ್ನ ಮೇಲೆ ವಿಶ್ವಾಸವಿಟ್ಟು ಅವಿರೋಧವಾಗಿ ಆಯ್ಕೆ ಮಾಡಿದ್ದಾರೆ, ಹಲವು ವರ್ಷಗಳಿಂದ	[190, 262, 326, 352]
page-header	[0, 0, 945, 62]
story1-col4: ಪತ್ರ ನೀಡಿ ಮಾತನಾಡಿದ ಜಿಲ್ಲಾಧ್ಯಕ್ಷ ಆರೋಗ್ ಕುಮಾರ್ ಮಾತನಾಡಿ ನಮ್ಮ ವಿದ್ಯುತ್ ಗುತ್ತಿಗೆದಾರರ ಸಂಘ 1922 ರಲ್ಲಿ ಪ್ರಾರಂಭವಾಗಿ ಇಲ್ಲಿಯವರೆಗೆ ಸೇವೆ ಸಲ್ಲಿಸಿಕೊಂಡು ಬರುತ್ತಿದೆ, ನಮ್ಮ ಸಂಘದ ಸಂಘಟನೆ ಚಟುವಟಿಕೆಗಳಿಂದ ಸಾರ್ವಜನಿಕ ಕ್ಷೇತ್ರಕ್ಕೆ ಸೇವೆಯನ್ನು ಮಾಡಿಕೊಂಡು ಬರುತ್ತಿದ್ದು ಕೊರಟಗೆರೆ	[476, 262, 612, 352]
headline-story3: ನಾಳೆ ರಾಜ್ಯವ್ಯಾಪಿ ಹೋರಾಟಕ್ಕೆ ಕರೆ	[622, 623, 809, 644]
story3-col2: ತೈಲವನ್ನು ಖರೀದಿ ಮಾಡುತ್ತಿದ್ದು, ಅದರ ಲಾಭವನ್ನು ಗ್ರಾಹಕರಿಗೆ ವರ್ಗಾಯಿಸಲಿಲ್ಲ, ಲಕ್ಷಾಂತರ ಕೋಟಿ ರೂಪಾಯಿಗಳನ್ನು ಭಾರತದ ತೈಲ ಕಂಪನಿಗಳು ಕೊಳ್ಳೆ ಹೊಡೆದಿವೆ. ಈ ಸಾರ್ವಜನಿಕ ತೆರಿಗೆಯನ್ನು ಮೋದಿ ಸರ್ಕಾರವು ಕಾರ್ಪೊರೇಟ್ ಬಂಡವಾಳಶಾಹಿಗಳ ಅನುಕೂಲಕ್ಕೆ ಬಳಸಿಕೊಂಡಿದೆ. ಇಡೀ ದೇಶದಲ್ಲಿ ಜನತೆ ತೀವ್ರ ಬೆಲೆ ಏರಿಕೆ ಮತ್ತು ನಿರುದ್ಯೋಗದಿಂದ ಬಳಲುತ್ತಿದೆ. ರಾಜ್ಯ ಸರ್ಕಾರ ತನ್ನ ಆದಾಯ ಹೆಚ್ಚಿಸಲು ಜನರ ಮೇಲೆ ಹೊರೆ ಹಾಕುವುದು ಸರಿಯಲ್ಲ. ಕೂಡಲೇ ಪೆಟ್ರೋಲ್ ಡೀಸೆಲ್ ಮೇಲಿನ ಮಾರಾಟ ತೆರಿಗೆ ಹೆಚ್ಚಳ ಹಿಂಪಡೆಯಬೇಕು. ಈ ಬೆಲೆ ಏರಿಕೆಯ ವಿರುದ್ಧ ಜೂನ್ 18 ರಂದು ರಾಜ್ಯವ್ಯಾಪಿ ಪ್ರತಿಭಟನೆ ನಡೆಸಲಾಗುವುದು ಎಂದು ಒತ್ತಾಯಿಸಿದ್ದಾರೆ.	[764, 652, 900, 822]
ad1-phone: PH: 08162273224	[766, 207, 867, 222]
box-body: ತುಮಕೂರು: ವಿಶ್ವಯೋಗ ದಿನದಂದು ತಮೋವನದಲ್ಲಿ 'ದೇಹದೊಳ ಯೋಗಾಯ' ಕಾರ್ಯಕ್ರಮದಲ್ಲಿ ಜೂ. 21 ರಂದು ಬೆಳಿಗ್ಗೆ ಶ್ರೀ ಸಿದ್ಧಗಂಗಾ ಆಸ್ಪತ್ರೆ ವಿಶ್ವಯೋಗ ದಿನಾಚರಣೆ ನಡೆಯಲಿದೆ. ತುಮಕೂರು ಹಿರೇಮಠದ ಡಾ. ಶಿವಾನಂದ ಶಿವಾಚಾರ್ಯ ಸ್ವಾಮೀಜಿ ಕಾರ್ಯಕ್ರಮ ಉದ್ಘಾಟಿಸಲಿದ್ದಾರೆ. ಶ್ರೀ ಸಿದ್ಧಗಂಗಾ ಆಸ್ಪತ್ರೆ ಮತ್ತು ಸಂಶೋಧನಾ ಕೇಂದ್ರದ ಸಹಯೋಗದಲ್ಲಿ ಯೋಗ ಶಿಕ್ಷಕರು ಮಾರ್ಗದರ್ಶನ ನೀಡಲಿದ್ದಾರೆ. ಹೀಲೆಕ್ಸಯೋ ಸಂಸ್ಥೆಯ ಅಂಗ್ಲಾಡಲಿಯಲ್ಲಿ 250 ಮಕ್ಕಳು ಯೋಗ ಕಾರ್ಯಕ್ರಮದಲ್ಲಿ ಭಾಗವಹಿಸಲಿದ್ದಾರೆ. ಜೂಡೋಹೆಲ್ತ್ ಅವರು ನೀಡಿದ ಸೌಲಭ್ಯದಿಂದ ವಿವಿಧ ವಿದ್ಯಾಸಂಸ್ಥೆಯ ಮಕ್ಕಳು ಯೋಗ ಕಾರ್ಯಕ್ರಮದಲ್ಲಿ ಭಾಗವಹಿಸಲಿದ್ದಾರೆ.	[770, 1018, 896, 1200]
